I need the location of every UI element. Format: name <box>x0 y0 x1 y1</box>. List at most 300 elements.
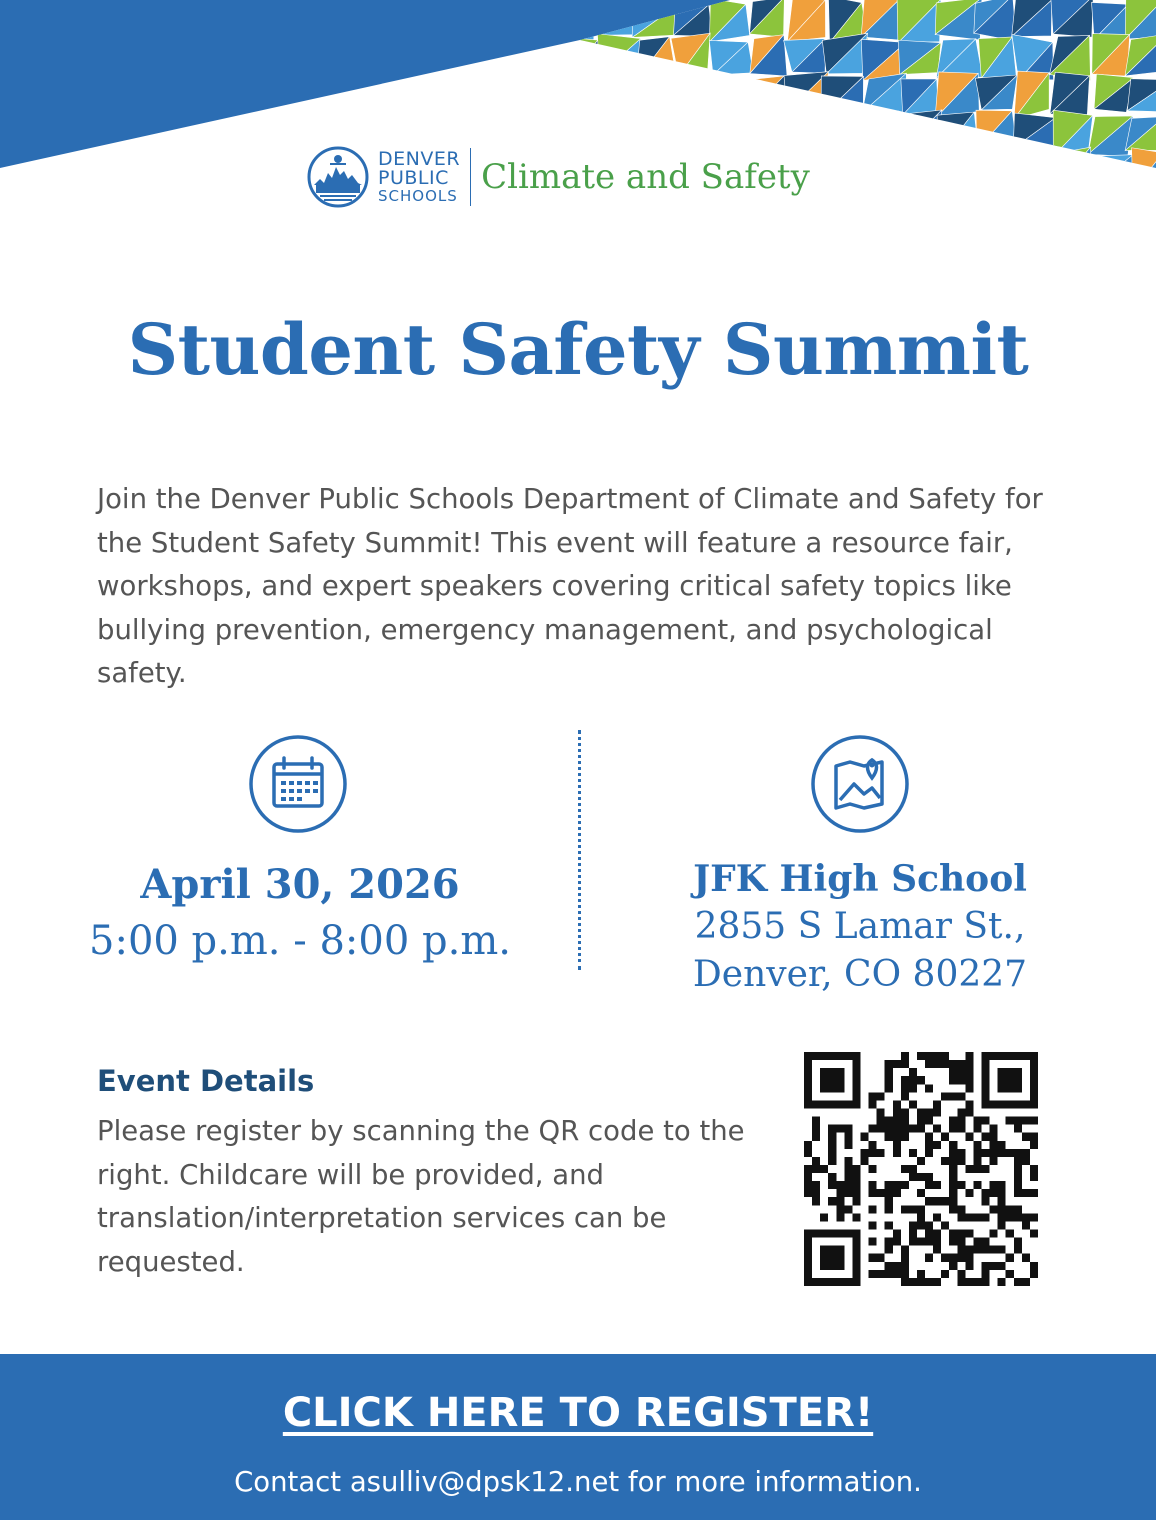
qr-module <box>917 1189 925 1197</box>
qr-module <box>933 1100 941 1108</box>
mosaic-triangle <box>712 78 749 112</box>
logo-wordmark <box>378 150 460 204</box>
page-title: Student Safety Summit <box>127 308 1029 391</box>
qr-module <box>965 1084 973 1092</box>
qr-module <box>941 1270 949 1278</box>
qr-module <box>949 1238 957 1246</box>
qr-module <box>812 1157 820 1165</box>
qr-module <box>901 1117 909 1125</box>
mosaic-triangle <box>983 152 1019 194</box>
qr-module <box>1014 1189 1022 1197</box>
qr-module <box>990 1230 998 1238</box>
qr-module <box>957 1149 965 1157</box>
qr-module <box>869 1165 877 1173</box>
qr-module <box>1014 1149 1022 1157</box>
qr-module <box>965 1230 973 1238</box>
qr-module <box>957 1157 965 1165</box>
qr-module <box>1006 1205 1014 1213</box>
qr-module <box>973 1165 981 1173</box>
event-details-text: Please register by scanning the QR code to the right. Childcare will be provided, and translation/interpretation services can be requested. <box>97 1115 745 1278</box>
qr-module <box>812 1133 820 1141</box>
qr-module <box>1014 1205 1022 1213</box>
qr-module <box>812 1197 820 1205</box>
qr-module <box>949 1149 957 1157</box>
qr-module <box>893 1141 901 1149</box>
qr-module <box>998 1149 1006 1157</box>
mosaic-triangle <box>1132 188 1156 200</box>
qr-module <box>990 1181 998 1189</box>
qr-module <box>885 1133 893 1141</box>
qr-module <box>957 1076 965 1084</box>
qr-module <box>852 1181 860 1189</box>
qr-module <box>901 1076 909 1084</box>
qr-module <box>925 1230 933 1238</box>
qr-module <box>965 1060 973 1068</box>
mosaic-triangle <box>868 188 903 200</box>
qr-module <box>869 1238 877 1246</box>
qr-module <box>869 1221 877 1229</box>
qr-module <box>1006 1213 1014 1221</box>
qr-module <box>941 1254 949 1262</box>
qr-module <box>949 1165 957 1173</box>
qr-module <box>949 1060 957 1068</box>
qr-module <box>957 1108 965 1116</box>
qr-module <box>917 1270 925 1278</box>
qr-module <box>998 1197 1006 1205</box>
qr-module <box>844 1189 852 1197</box>
qr-module <box>869 1189 877 1197</box>
qr-module <box>998 1141 1006 1149</box>
qr-module <box>982 1149 990 1157</box>
qr-module <box>901 1262 909 1270</box>
logo-word-public: PUBLIC <box>378 167 449 189</box>
qr-module <box>901 1125 909 1133</box>
qr-module <box>885 1205 893 1213</box>
qr-module <box>941 1052 949 1060</box>
mosaic-triangle <box>860 187 902 200</box>
qr-module <box>885 1238 893 1246</box>
qr-module <box>1030 1262 1038 1270</box>
qr-module <box>941 1221 949 1229</box>
qr-module <box>1014 1278 1022 1286</box>
qr-module <box>998 1213 1006 1221</box>
qr-module <box>812 1117 820 1125</box>
qr-module <box>901 1052 909 1060</box>
qr-module <box>901 1254 909 1262</box>
qr-module <box>965 1068 973 1076</box>
qr-module <box>965 1108 973 1116</box>
mosaic-triangle <box>1050 186 1090 200</box>
qr-module <box>982 1238 990 1246</box>
qr-module <box>901 1270 909 1278</box>
qr-module <box>998 1278 1006 1286</box>
qr-module <box>1022 1133 1030 1141</box>
mosaic-triangle <box>941 153 973 191</box>
qr-module <box>909 1238 917 1246</box>
qr-module <box>828 1149 836 1157</box>
qr-module <box>852 1213 860 1221</box>
qr-module <box>869 1254 877 1262</box>
mosaic-triangle <box>555 80 599 112</box>
qr-module <box>877 1125 885 1133</box>
qr-module <box>990 1157 998 1165</box>
qr-module <box>957 1254 965 1262</box>
qr-module <box>990 1262 998 1270</box>
mosaic-triangle <box>636 76 674 118</box>
mosaic-triangle <box>943 153 974 191</box>
qr-module <box>885 1084 893 1092</box>
qr-module <box>1022 1278 1030 1286</box>
qr-module <box>844 1165 852 1173</box>
qr-module <box>949 1076 957 1084</box>
department-name: Climate and Safety <box>481 157 810 197</box>
mosaic-triangle <box>899 147 939 186</box>
qr-module <box>893 1189 901 1197</box>
qr-module <box>933 1141 941 1149</box>
qr-module <box>917 1117 925 1125</box>
qr-module <box>901 1181 909 1189</box>
qr-module <box>998 1189 1006 1197</box>
mosaic-triangle <box>1132 191 1156 200</box>
mosaic-triangle <box>1132 148 1156 192</box>
qr-module <box>925 1238 933 1246</box>
qr-module <box>844 1157 852 1165</box>
qr-module <box>933 1213 941 1221</box>
qr-module <box>1030 1213 1038 1221</box>
qr-module <box>852 1173 860 1181</box>
qr-module <box>990 1205 998 1213</box>
qr-module <box>844 1205 852 1213</box>
qr-module <box>852 1197 860 1205</box>
qr-module <box>869 1125 877 1133</box>
qr-module <box>1014 1165 1022 1173</box>
qr-module <box>893 1117 901 1125</box>
qr-module <box>933 1181 941 1189</box>
mosaic-triangle <box>898 193 943 200</box>
qr-module <box>917 1213 925 1221</box>
qr-module <box>901 1084 909 1092</box>
mosaic-triangle <box>866 111 898 148</box>
qr-module <box>836 1181 844 1189</box>
registration-qr-code[interactable] <box>804 1052 1038 1286</box>
mosaic-triangle <box>600 72 637 116</box>
qr-module <box>869 1141 877 1149</box>
qr-module <box>1022 1189 1030 1197</box>
qr-module <box>965 1100 973 1108</box>
qr-module <box>949 1189 957 1197</box>
qr-module <box>941 1133 949 1141</box>
event-location-block <box>610 855 1110 999</box>
qr-module <box>957 1230 965 1238</box>
qr-module <box>917 1238 925 1246</box>
qr-module <box>877 1092 885 1100</box>
qr-module <box>812 1181 820 1189</box>
qr-module <box>901 1278 909 1286</box>
qr-module <box>957 1213 965 1221</box>
qr-module <box>828 1141 836 1149</box>
footer-banner <box>0 1354 1156 1520</box>
qr-module <box>917 1205 925 1213</box>
qr-module <box>982 1262 990 1270</box>
qr-module <box>933 1246 941 1254</box>
qr-module <box>957 1092 965 1100</box>
qr-module <box>836 1125 844 1133</box>
qr-module <box>998 1181 1006 1189</box>
mosaic-triangle <box>1016 155 1053 187</box>
qr-module <box>909 1100 917 1108</box>
qr-module <box>949 1230 957 1238</box>
qr-finder-pattern <box>998 1068 1022 1092</box>
qr-module <box>812 1125 820 1133</box>
qr-module <box>965 1052 973 1060</box>
qr-module <box>1030 1117 1038 1125</box>
qr-module <box>998 1221 1006 1229</box>
qr-module <box>982 1246 990 1254</box>
qr-module <box>909 1149 917 1157</box>
mosaic-triangle <box>861 156 899 189</box>
qr-module <box>965 1278 973 1286</box>
qr-module <box>982 1165 990 1173</box>
qr-module <box>949 1117 957 1125</box>
qr-finder-pattern <box>820 1068 844 1092</box>
qr-module <box>925 1221 933 1229</box>
mosaic-triangle <box>555 79 599 113</box>
qr-module <box>949 1141 957 1149</box>
qr-module <box>828 1197 836 1205</box>
qr-module <box>828 1181 836 1189</box>
qr-module <box>949 1205 957 1213</box>
qr-module <box>844 1141 852 1149</box>
qr-module <box>804 1189 812 1197</box>
qr-module <box>973 1181 981 1189</box>
qr-module <box>973 1141 981 1149</box>
qr-module <box>925 1084 933 1092</box>
qr-module <box>982 1133 990 1141</box>
qr-module <box>869 1100 877 1108</box>
qr-module <box>844 1173 852 1181</box>
qr-module <box>925 1181 933 1189</box>
qr-module <box>925 1117 933 1125</box>
qr-module <box>1022 1221 1030 1229</box>
qr-module <box>877 1108 885 1116</box>
mosaic-triangle <box>597 34 640 75</box>
qr-module <box>982 1117 990 1125</box>
qr-module <box>973 1157 981 1165</box>
qr-module <box>957 1060 965 1068</box>
event-date-block <box>40 858 560 970</box>
qr-module <box>901 1108 909 1116</box>
qr-module <box>885 1117 893 1125</box>
qr-module <box>917 1108 925 1116</box>
qr-module <box>885 1181 893 1189</box>
qr-module <box>804 1165 812 1173</box>
qr-module <box>925 1254 933 1262</box>
qr-module <box>901 1133 909 1141</box>
qr-module <box>828 1133 836 1141</box>
qr-module <box>982 1213 990 1221</box>
qr-module <box>836 1189 844 1197</box>
qr-module <box>877 1189 885 1197</box>
qr-module <box>909 1076 917 1084</box>
mosaic-triangle <box>1051 186 1092 200</box>
qr-module <box>990 1246 998 1254</box>
qr-module <box>941 1092 949 1100</box>
qr-module <box>869 1270 877 1278</box>
mosaic-triangle <box>939 190 977 200</box>
qr-module <box>901 1246 909 1254</box>
event-time: 5:00 p.m. - 8:00 p.m. <box>89 918 511 964</box>
qr-module <box>869 1149 877 1157</box>
qr-module <box>917 1125 925 1133</box>
qr-module <box>925 1173 933 1181</box>
qr-module <box>901 1092 909 1100</box>
qr-module <box>965 1254 973 1262</box>
qr-module <box>869 1205 877 1213</box>
qr-module <box>885 1197 893 1205</box>
qr-module <box>973 1117 981 1125</box>
qr-module <box>925 1108 933 1116</box>
qr-module <box>869 1092 877 1100</box>
qr-module <box>965 1213 973 1221</box>
qr-module <box>1030 1230 1038 1238</box>
qr-module <box>973 1213 981 1221</box>
qr-module <box>901 1165 909 1173</box>
qr-module <box>949 1173 957 1181</box>
qr-module <box>893 1133 901 1141</box>
qr-module <box>965 1165 973 1173</box>
mosaic-triangle <box>980 148 1018 194</box>
qr-module <box>1030 1141 1038 1149</box>
mosaic-triangle <box>596 72 637 116</box>
mosaic-triangle <box>831 109 860 157</box>
qr-module <box>1014 1157 1022 1165</box>
qr-module <box>1006 1270 1014 1278</box>
qr-module <box>949 1157 957 1165</box>
qr-module <box>828 1157 836 1165</box>
event-date: April 30, 2026 <box>140 861 460 908</box>
qr-module <box>982 1197 990 1205</box>
qr-module <box>1014 1238 1022 1246</box>
qr-module <box>957 1068 965 1076</box>
qr-module <box>820 1165 828 1173</box>
qr-module <box>909 1084 917 1092</box>
qr-module <box>909 1173 917 1181</box>
qr-module <box>885 1221 893 1229</box>
qr-module <box>933 1108 941 1116</box>
mosaic-triangle <box>670 74 708 113</box>
qr-module <box>893 1262 901 1270</box>
mosaic-triangle <box>1012 188 1058 200</box>
qr-module <box>836 1197 844 1205</box>
mosaic-triangle <box>1093 193 1132 200</box>
qr-module <box>990 1189 998 1197</box>
qr-module <box>893 1181 901 1189</box>
qr-module <box>933 1060 941 1068</box>
mosaic-triangle <box>867 111 898 155</box>
qr-module <box>957 1270 965 1278</box>
qr-module <box>836 1213 844 1221</box>
contact-info: Contact asulliv@dpsk12.net for more information. <box>234 1466 922 1498</box>
qr-module <box>949 1092 957 1100</box>
register-link[interactable]: CLICK HERE TO REGISTER! <box>282 1390 874 1436</box>
qr-module <box>925 1197 933 1205</box>
qr-module <box>917 1052 925 1060</box>
mosaic-triangle <box>822 148 867 194</box>
qr-module <box>982 1270 990 1278</box>
qr-module <box>941 1060 949 1068</box>
qr-module <box>973 1246 981 1254</box>
qr-module <box>982 1278 990 1286</box>
qr-module <box>941 1157 949 1165</box>
qr-module <box>893 1230 901 1238</box>
qr-module <box>949 1262 957 1270</box>
qr-module <box>1022 1149 1030 1157</box>
qr-module <box>885 1189 893 1197</box>
qr-module <box>885 1076 893 1084</box>
mosaic-triangle <box>861 149 898 188</box>
qr-module <box>852 1189 860 1197</box>
mosaic-triangle <box>822 154 867 194</box>
qr-module <box>925 1060 933 1068</box>
qr-module <box>1006 1117 1014 1125</box>
qr-module <box>1006 1149 1014 1157</box>
qr-module <box>998 1246 1006 1254</box>
qr-module <box>877 1117 885 1125</box>
qr-module <box>893 1270 901 1278</box>
mosaic-triangle <box>1052 147 1092 193</box>
qr-module <box>860 1149 868 1157</box>
dps-emblem-icon <box>306 145 370 209</box>
qr-module <box>893 1238 901 1246</box>
mosaic-triangle <box>831 115 862 156</box>
qr-module <box>973 1238 981 1246</box>
column-divider <box>578 730 581 970</box>
qr-module <box>844 1125 852 1133</box>
qr-module <box>917 1076 925 1084</box>
qr-module <box>965 1189 973 1197</box>
qr-module <box>965 1246 973 1254</box>
mosaic-triangle <box>979 193 1017 200</box>
qr-module <box>990 1141 998 1149</box>
qr-module <box>917 1157 925 1165</box>
qr-module <box>877 1270 885 1278</box>
qr-module <box>909 1205 917 1213</box>
qr-module <box>869 1181 877 1189</box>
qr-module <box>1030 1189 1038 1197</box>
qr-module <box>957 1238 965 1246</box>
qr-finder-pattern <box>820 1246 844 1270</box>
mosaic-triangle <box>831 194 864 200</box>
qr-module <box>990 1149 998 1157</box>
qr-module <box>949 1181 957 1189</box>
logo-word-schools: SCHOOLS <box>378 187 458 205</box>
qr-module <box>941 1197 949 1205</box>
qr-module <box>957 1125 965 1133</box>
qr-module <box>901 1205 909 1213</box>
mosaic-triangle <box>1089 155 1135 190</box>
qr-module <box>933 1052 941 1060</box>
qr-module <box>917 1173 925 1181</box>
qr-module <box>885 1068 893 1076</box>
qr-module <box>1006 1230 1014 1238</box>
qr-module <box>965 1262 973 1270</box>
qr-module <box>1006 1254 1014 1262</box>
mosaic-triangle <box>670 74 710 117</box>
mosaic-triangle <box>898 186 942 200</box>
qr-module <box>965 1076 973 1084</box>
qr-module <box>1022 1213 1030 1221</box>
map-pin-icon <box>810 734 910 834</box>
